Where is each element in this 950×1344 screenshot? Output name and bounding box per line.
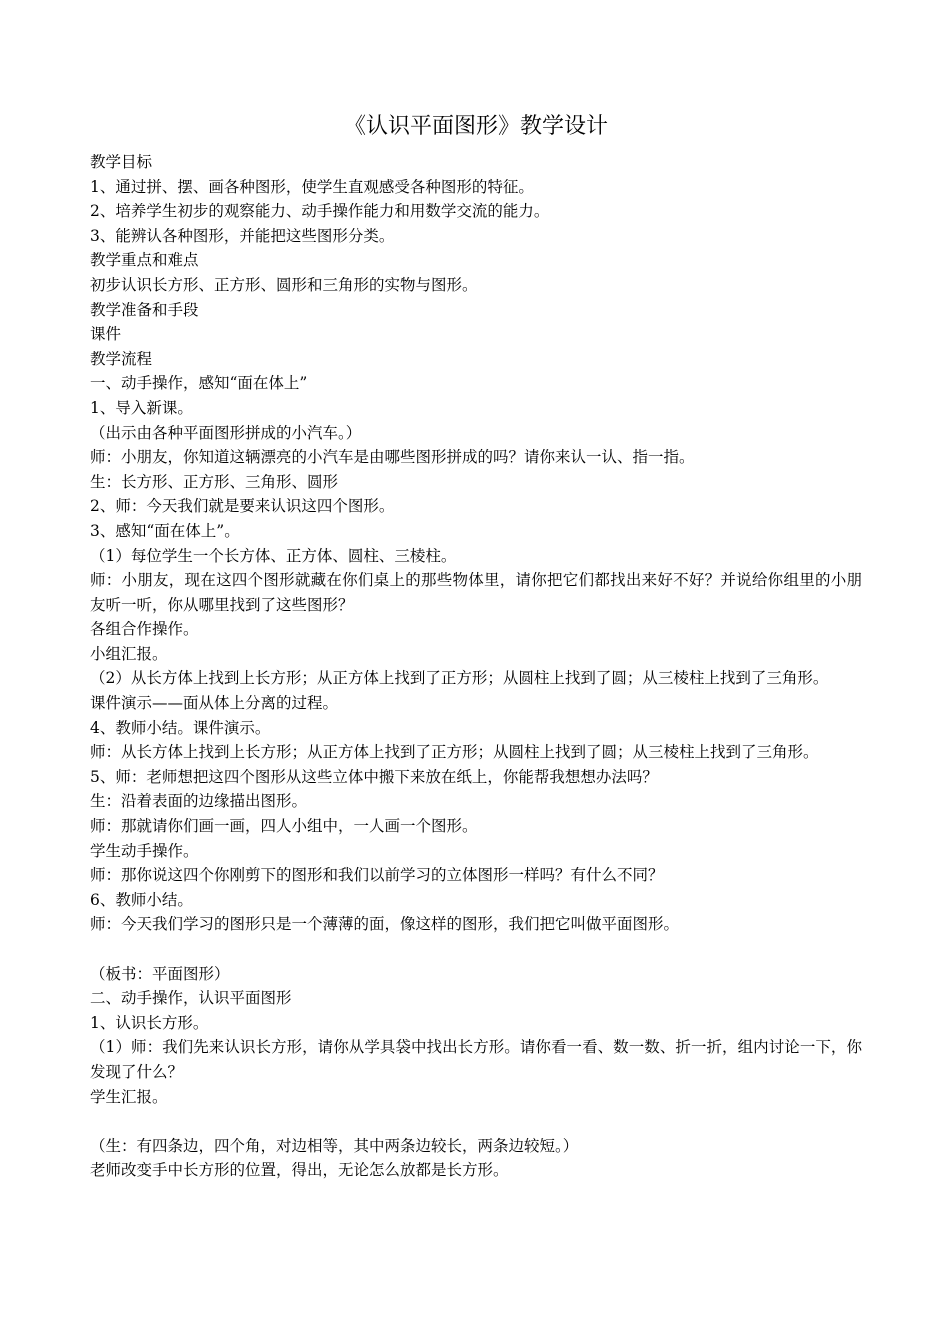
paragraph: （生：有四条边，四个角，对边相等，其中两条边较长，两条边较短。） <box>90 1136 579 1155</box>
paragraph: 课件演示——面从体上分离的过程。 <box>90 694 339 713</box>
paragraph: 学生汇报。 <box>90 1087 168 1106</box>
paragraph: 师：那你说这四个你刚剪下的图形和我们以前学习的立体图形一样吗？有什么不同？ <box>90 866 664 885</box>
paragraph: 初步认识长方形、正方形、圆形和三角形的实物与图形。 <box>90 275 478 294</box>
blank-line <box>90 1109 862 1134</box>
paragraph: 3、能辨认各种图形，并能把这些图形分类。 <box>90 226 395 245</box>
paragraph: 师：从长方体上找到上长方形；从正方体上找到了正方形；从圆柱上找到了圆；从三棱柱上找到了三角形。 <box>90 743 819 762</box>
paragraph: 师：小朋友，你知道这辆漂亮的小汽车是由哪些图形拼成的吗？请你来认一认、指一指。 <box>90 448 695 467</box>
document-title: 《认识平面图形》教学设计 <box>343 114 608 139</box>
paragraph: 师：那就请你们画一画，四人小组中，一人画一个图形。 <box>90 817 478 836</box>
heading-preparation: 教学准备和手段 <box>90 300 199 319</box>
blank-line <box>90 937 862 962</box>
paragraph: 1、认识长方形。 <box>90 1013 209 1032</box>
heading-process: 教学流程 <box>90 349 153 368</box>
paragraph: 生：沿着表面的边缘描出图形。 <box>90 792 308 811</box>
paragraph: 2、师：今天我们就是要来认识这四个图形。 <box>90 497 395 516</box>
paragraph: 各组合作操作。 <box>90 620 199 639</box>
heading-objectives: 教学目标 <box>90 153 153 171</box>
paragraph: 小组汇报。 <box>90 644 168 663</box>
paragraph: （出示由各种平面图形拼成的小汽车。） <box>90 423 362 442</box>
paragraph: 2、培养学生初步的观察能力、动手操作能力和用数学交流的能力。 <box>90 202 550 221</box>
paragraph: 课件 <box>90 325 122 344</box>
heading-key-points: 教学重点和难点 <box>90 251 199 270</box>
paragraph: 学生动手操作。 <box>90 841 199 860</box>
paragraph: 师：小朋友，现在这四个图形就藏在你们桌上的那些物体里，请你把它们都找出来好不好？并说给你组里的小朋友听一听，你从哪里找到了这些图形？ <box>90 571 862 614</box>
section-heading: 一、动手操作，感知“面在体上” <box>90 374 308 393</box>
paragraph: 3、感知“面在体上”。 <box>90 521 240 540</box>
paragraph: 生：长方形、正方形、三角形、圆形 <box>90 472 339 491</box>
paragraph: 师：今天我们学习的图形只是一个薄薄的面，像这样的图形，我们把它叫做平面图形。 <box>90 915 680 934</box>
paragraph: 6、教师小结。 <box>90 890 193 909</box>
document-body <box>90 150 862 1183</box>
paragraph: 4、教师小结。课件演示。 <box>90 718 271 737</box>
section-heading: 二、动手操作，认识平面图形 <box>90 989 292 1008</box>
paragraph: （1）每位学生一个长方体、正方体、圆柱、三棱柱。 <box>90 546 457 565</box>
paragraph: （2）从长方体上找到上长方形；从正方体上找到了正方形；从圆柱上找到了圆；从三棱柱上找到了三角形。 <box>90 669 829 688</box>
paragraph: （板书：平面图形） <box>90 964 230 983</box>
paragraph: 1、通过拼、摆、画各种图形，使学生直观感受各种图形的特征。 <box>90 177 534 196</box>
paragraph: （1）师：我们先来认识长方形，请你从学具袋中找出长方形。请你看一看、数一数、折一折，组内讨论一下，你发现了什么？ <box>90 1038 862 1081</box>
paragraph: 5、师：老师想把这四个图形从这些立体中搬下来放在纸上，你能帮我想想办法吗？ <box>90 767 658 786</box>
paragraph: 老师改变手中长方形的位置，得出，无论怎么放都是长方形。 <box>90 1161 509 1180</box>
paragraph: 1、导入新课。 <box>90 398 193 417</box>
